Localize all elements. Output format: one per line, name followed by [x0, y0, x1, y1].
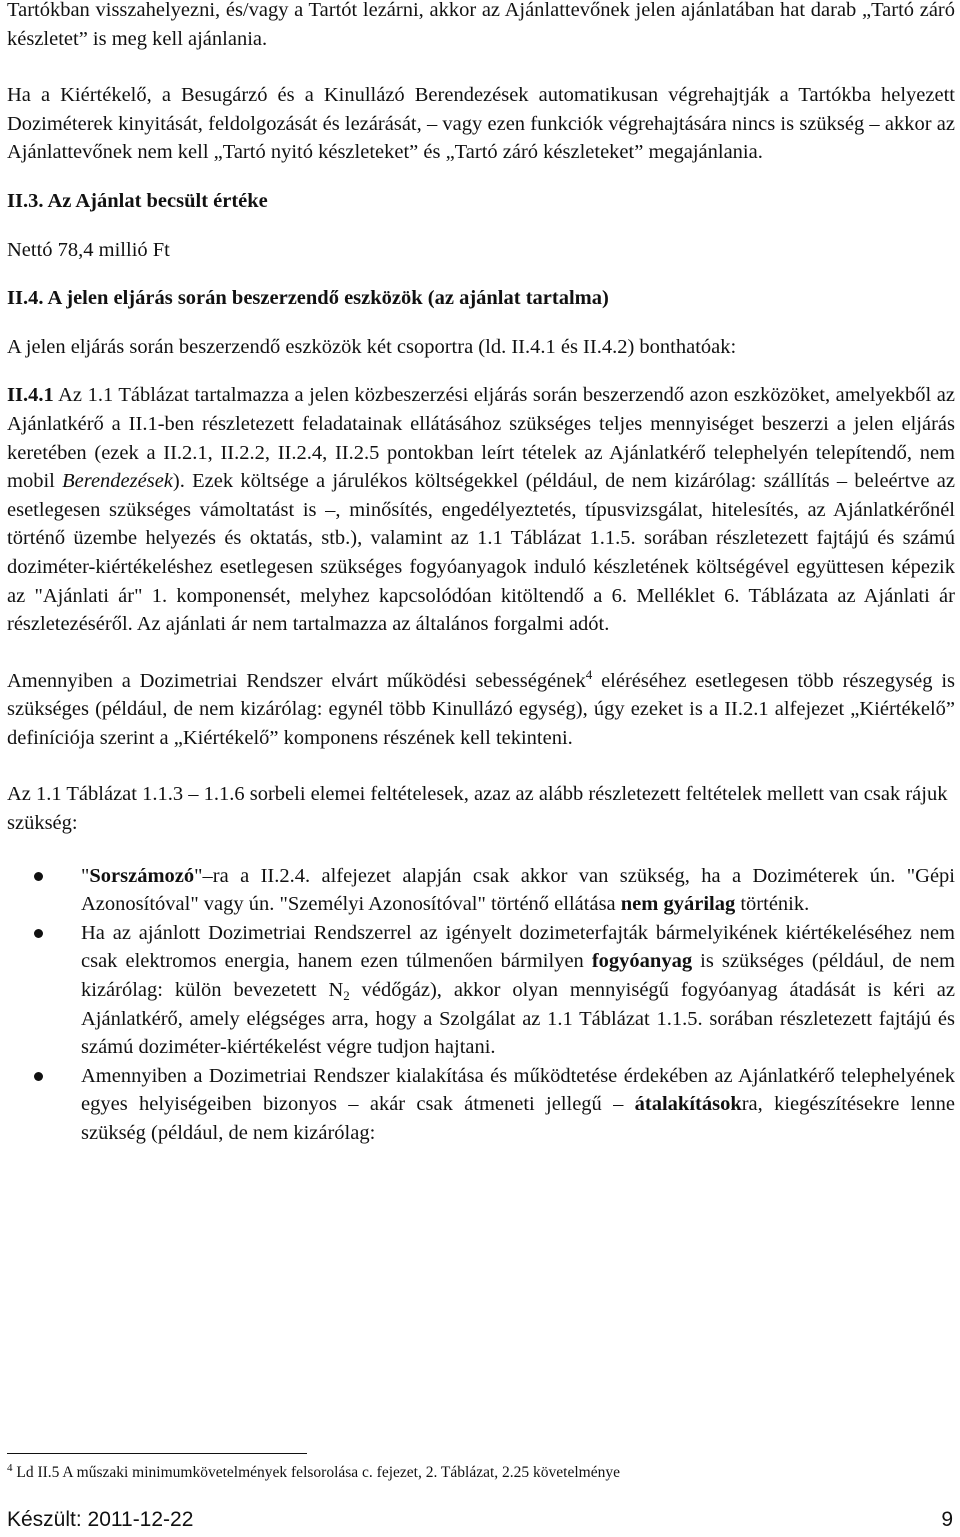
bullet-icon	[34, 872, 43, 881]
paragraph-ii41	[7, 381, 955, 638]
bullet1-text1: "–ra a II.2.4. alfejezet alapján csak akkor van szükség, ha a Doziméterek ún. "Gépi Azonosítóval" vagy ún. "Személyi Azonosítóval" történő ellátása	[81, 864, 955, 916]
bullet1-bold2: nem gyárilag	[620, 893, 736, 916]
bullet2-text1: Ha az ajánlott Dozimetriai Rendszerrel az igényelt dozimeterfajták bármelyikének kiértékeléséhez nem csak elektromos energia, hanem ezen túlmenően bármilyen	[81, 921, 955, 973]
bullet1-bold1: Sorszámozó	[89, 864, 195, 887]
footnote-text: Ld II.5 A műszaki minimumkövetelmények felsorolása c. fejezet, 2. Táblázat, 2.25 követelménye	[16, 1464, 620, 1481]
estimated-value: Nettó 78,4 millió Ft	[7, 238, 170, 261]
ii41-italic: Berendezések	[62, 470, 173, 493]
bullet2-sub: 2	[343, 988, 350, 1004]
footnote-mark: 4	[7, 1462, 13, 1474]
paragraph-sorbeli: Az 1.1 Táblázat 1.1.3 – 1.1.6 sorbeli elemei feltételesek, azaz az alább részletezett feltételek mellett van csak rájuk szükség:	[7, 783, 948, 835]
heading-ii4: II.4. A jelen eljárás során beszerzendő eszközök (az ajánlat tartalma)	[7, 287, 609, 310]
conditions-list	[7, 862, 955, 1148]
page-footer	[7, 1505, 953, 1535]
footnote-separator	[7, 1453, 307, 1454]
paragraph-sebesseg	[7, 667, 955, 753]
bullet1-text2: történik.	[735, 893, 810, 916]
sebesseg-text-b: eléréséhez esetlegesen több részegység is szükséges (például, de nem kizárólag: egynél több Kinullázó egység), úgy ezeket is a II.2.1 alfejezet „Kiértékelő” definíciója szerint a „Kiértékelő” komponens részének kell tekinteni.	[7, 669, 956, 749]
page-number: 9	[941, 1508, 953, 1531]
paragraph-kiertekelo: Ha a Kiértékelő, a Besugárzó és a Kinullázó Berendezések automatikusan végrehajtják a Tartókba helyezett Doziméterek kinyitását, feldolgozását és lezárását, – vagy ezen funkciók végrehajtására nincs is szükség – akkor az Ajánlattevőnek nem kell „Tartó nyitó készleteket” és „Tartó záró készleteket” megajánlania.	[7, 84, 955, 164]
ii41-label: II.4.1	[7, 384, 54, 407]
ii41-text-a: Az 1.1 Táblázat tartalmazza a jelen közbeszerzési eljárás során beszerzendő azon eszközöket, amelyekből az Ajánlatkérő a II.1-ben részletezett feladatainak ellátásához szükséges teljes mennyiséget beszerzi a jelen eljárás keretében (ezek a II.2.1, II.2.2, II.2.4, II.2.5 pontokban leírt tételek az Ajánlatkérő telephelyén telepítendő, nem mobil	[7, 384, 955, 493]
paragraph-ii4: A jelen eljárás során beszerzendő eszközök két csoportra (ld. II.4.1 és II.4.2) bonthatóak:	[7, 335, 737, 358]
bullet-icon	[34, 1072, 43, 1081]
bullet1-q1: "	[81, 864, 90, 887]
paragraph-carryover: Tartókban visszahelyezni, és/vagy a Tartót lezárni, akkor az Ajánlattevőnek jelen ajánlatában hat darab „Tartó záró készletet” is meg kell ajánlania.	[7, 0, 955, 50]
bullet3-text1: Amennyiben a Dozimetriai Rendszer kialakítása és működtetése érdekében az Ajánlatkérő telephelyének egyes helyiségeiben bizonyos – akár csak átmeneti jellegű –	[81, 1064, 955, 1116]
list-item	[7, 919, 955, 1062]
bullet2-text2: is szükséges (például, de nem kizárólag: külön bevezetett N	[81, 950, 955, 1002]
bullet-icon	[34, 929, 43, 938]
bullet2-bold1: fogyóanyag	[591, 950, 693, 973]
bullet3-bold1: átalakítások	[634, 1093, 742, 1116]
heading-ii3: II.3. Az Ajánlat becsült értéke	[7, 189, 268, 212]
ii41-text-b: ). Ezek költsége a járulékos költségekkel (például, de nem kizárólag: szállítás – beleértve az esetlegesen szükséges vámoltatást is –, minősítés, engedélyeztetés, típusvizsgálat, hitelesítés, az Ajánlatkérőnél történő üzembe helyezés és oktatás, stb.), valamint az 1.1 Táblázat 1.1.5. sorában részletezett fajtájú és számú doziméter-kiértékeléshez esetlegesen szükséges fogyóanyagok induló készletének költségével együttesen képezik az "Ajánlati ár" 1. komponensét, melyhez kapcsolódóan kitöltendő a 6. Melléklet 6. Táblázata az Ajánlati ár részletezéséről. Az ajánlati ár nem tartalmazza az általános forgalmi adót.	[7, 470, 955, 636]
footnote-ref-4[interactable]: 4	[585, 666, 593, 682]
footnote-4	[7, 1462, 947, 1484]
bullet2-text3: védőgáz), akkor olyan mennyiségű fogyóanyag átadását is kéri az Ajánlatkérő, amely elégséges arra, hogy a Szolgálat az 1.1 Táblázat 1.1.5. sorában részletezett fajtájú és számú doziméter-kiértékelést végre tudjon hajtani.	[81, 979, 955, 1059]
bullet3-text2: ra, kiegészítésekre lenne szükség (például, de nem kizárólag:	[81, 1093, 955, 1144]
list-item	[7, 1062, 955, 1148]
sebesseg-text-a: Amennyiben a Dozimetriai Rendszer elvárt működési sebességének	[7, 669, 586, 692]
document-page	[7, 0, 955, 1148]
footer-date: Készült: 2011-12-22	[7, 1508, 194, 1531]
list-item	[7, 862, 955, 919]
